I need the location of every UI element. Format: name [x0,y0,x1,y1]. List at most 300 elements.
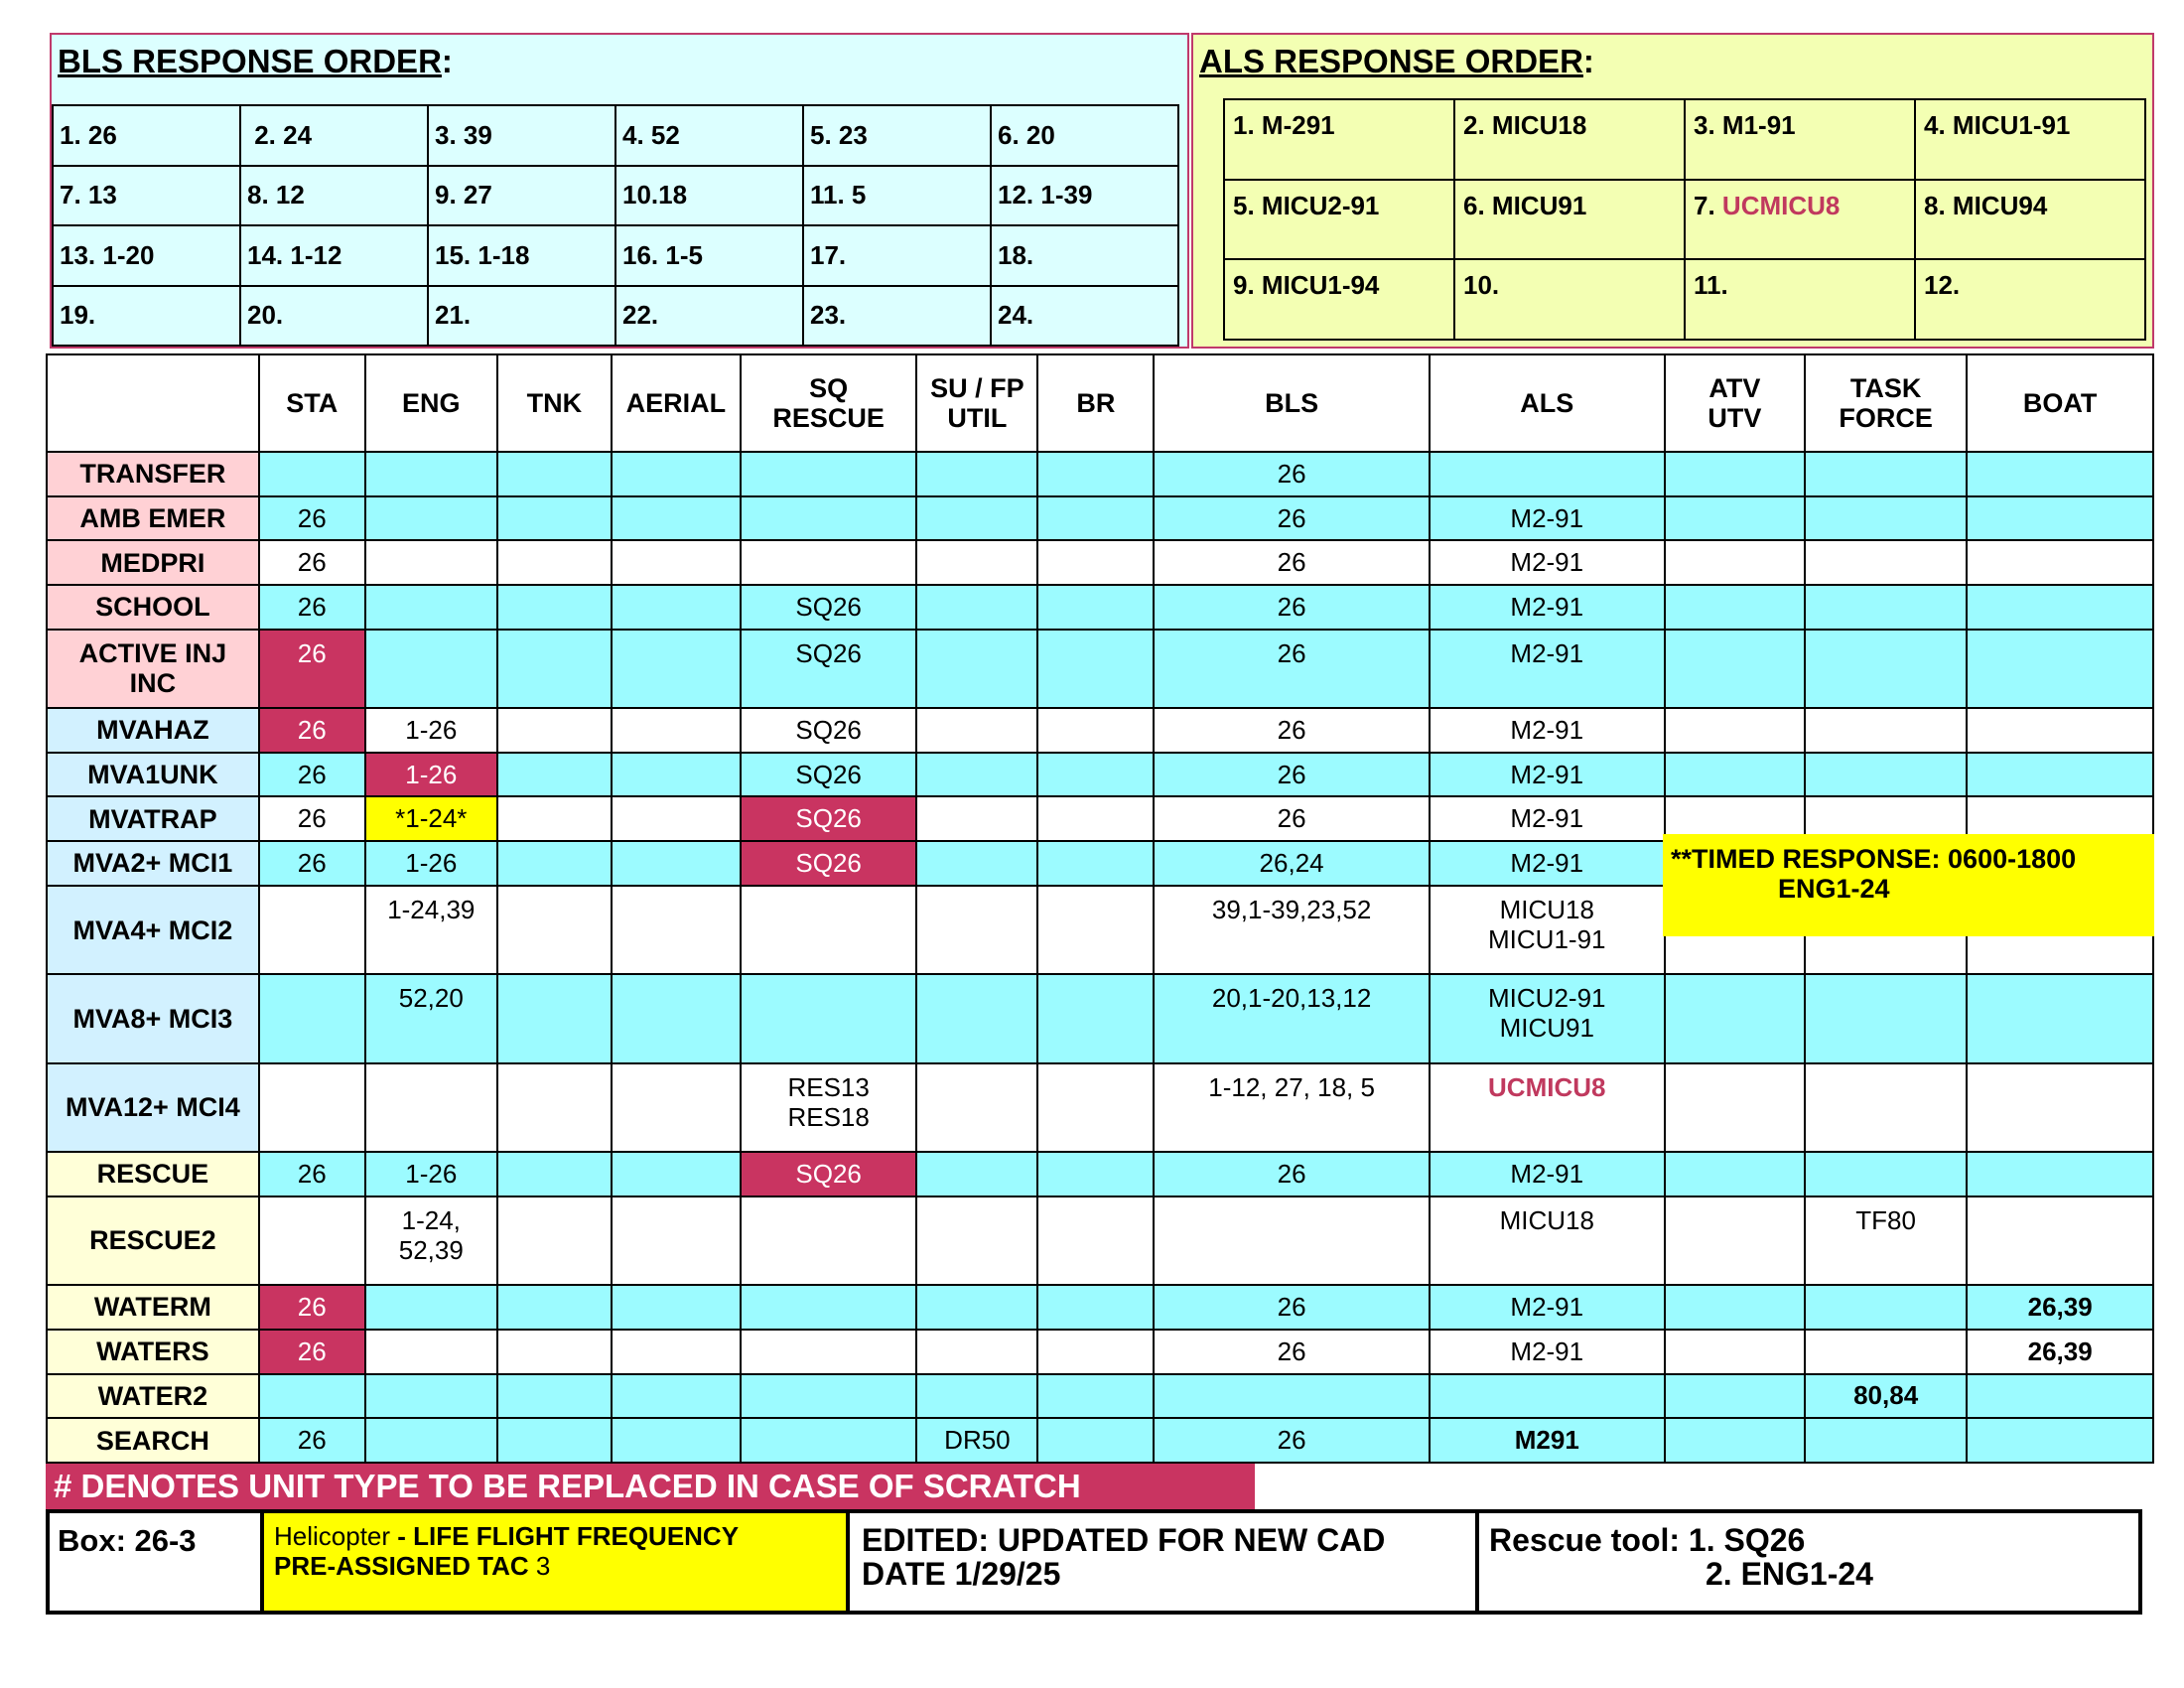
assignment-cell [497,974,612,1062]
assignment-cell [916,1285,1037,1330]
als-order-number: 7. [1694,190,1715,220]
assignment-cell [1665,753,1805,797]
als-order-cell [1454,99,1685,180]
assignment-cell [1967,753,2153,797]
timed-response-note: **TIMED RESPONSE: 0600-1800 ENG1-24 [1663,834,2154,936]
assignment-cell [612,753,741,797]
assignment-cell [1967,1152,2153,1196]
assignment-cell: 26,39 [1967,1285,2153,1330]
als-order-cell [1915,259,2145,340]
als-title: ALS RESPONSE ORDER: [1199,43,1594,79]
assignment-cell [612,1063,741,1152]
assignment-cell [1037,1330,1154,1374]
assignment-cell [365,1285,497,1330]
bls-grid [52,104,1179,347]
assignment-cell [1805,753,1967,797]
assignment-cell [741,452,917,496]
bls-order-cell: 5. 23 [803,105,991,166]
assignment-cell [916,452,1037,496]
assignment-cell [259,452,365,496]
als-unit: MICU2-91 [1261,190,1380,220]
assignment-cell [612,585,741,630]
column-header: ATV UTV [1665,354,1805,452]
rescue-tool-order: Rescue tool: 1. SQ26 2. ENG1-24 [1489,1522,1873,1592]
header-row [47,354,2153,452]
als-order-cell [1224,180,1454,260]
incident-row [47,540,2153,585]
incident-type-label: SCHOOL [47,585,259,630]
als-order-cell [1685,180,1915,260]
bls-order-cell: 19. [53,286,240,347]
assignment-cell [497,1418,612,1463]
assignment-cell: SQ26 [741,753,917,797]
assignment-cell [1037,585,1154,630]
assignment-cell [1805,1330,1967,1374]
incident-row [47,1152,2153,1196]
als-order-cell [1224,259,1454,340]
assignment-cell: 80,84 [1805,1374,1967,1419]
assignment-cell [1037,1152,1154,1196]
assignment-cell [365,496,497,541]
incident-type-label: WATERS [47,1330,259,1374]
bls-order-cell: 7. 13 [53,166,240,226]
assignment-cell [612,496,741,541]
als-response-order-panel [1191,33,2154,349]
incident-type-label: WATER2 [47,1374,259,1419]
assignment-cell: 26 [1154,1418,1429,1463]
column-header: SU / FP UTIL [916,354,1037,452]
als-order-number: 12. [1924,270,1961,301]
incident-type-label: RESCUE [47,1152,259,1196]
assignment-cell [497,753,612,797]
assignment-cell [497,585,612,630]
column-header: ALS [1430,354,1665,452]
assignment-cell [1037,796,1154,841]
assignment-cell [259,974,365,1062]
als-order-number: 8. [1924,190,1946,220]
assignment-cell [612,708,741,753]
als-order-cell [1915,99,2145,180]
assignment-cell: 26 [259,708,365,753]
incident-row [47,1196,2153,1285]
incident-row [47,708,2153,753]
assignment-cell [1037,886,1154,974]
assignment-cell: M2-91 [1430,540,1665,585]
assignment-cell: 1-24,39 [365,886,497,974]
bls-order-cell: 6. 20 [991,105,1178,166]
als-order-cell [1224,99,1454,180]
column-header: SQ RESCUE [741,354,917,452]
assignment-cell: 26 [259,585,365,630]
incident-row [47,974,2153,1062]
bls-order-cell: 9. 27 [428,166,615,226]
column-header: STA [259,354,365,452]
assignment-cell [1665,496,1805,541]
assignment-cell [741,1285,917,1330]
incident-type-label: MVA8+ MCI3 [47,974,259,1062]
assignment-cell [612,452,741,496]
assignment-cell [1037,496,1154,541]
assignment-cell: 1-26 [365,1152,497,1196]
bls-order-cell: 12. 1-39 [991,166,1178,226]
assignment-cell: 26 [259,841,365,886]
assignment-cell: 26 [259,796,365,841]
assignment-cell [497,630,612,708]
assignment-cell [1967,1196,2153,1285]
assignment-cell [1665,585,1805,630]
column-header: BR [1037,354,1154,452]
als-unit: M-291 [1261,110,1335,140]
assignment-cell: 26 [259,540,365,585]
assignment-cell: M2-91 [1430,1330,1665,1374]
incident-row [47,753,2153,797]
incident-row [47,1374,2153,1419]
assignment-cell: 26,39 [1967,1330,2153,1374]
assignment-cell [1665,974,1805,1062]
assignment-cell: UCMICU8 [1430,1063,1665,1152]
assignment-cell: 26 [1154,585,1429,630]
assignment-cell [916,1374,1037,1419]
assignment-cell [365,585,497,630]
assignment-cell [916,630,1037,708]
assignment-cell: 26 [1154,1152,1429,1196]
assignment-cell [916,841,1037,886]
assignment-cell [1665,1285,1805,1330]
als-order-cell [1915,180,2145,260]
assignment-cell: 20,1-20,13,12 [1154,974,1429,1062]
assignment-cell [1665,708,1805,753]
als-unit: MICU18 [1491,110,1587,140]
assignment-cell [1037,1063,1154,1152]
assignment-cell [612,1330,741,1374]
als-unit: UCMICU8 [1721,190,1841,220]
assignment-cell: M2-91 [1430,796,1665,841]
assignment-cell [612,1152,741,1196]
als-order-cell [1454,180,1685,260]
assignment-cell [916,585,1037,630]
assignment-cell: 26 [259,1330,365,1374]
assignment-cell [916,540,1037,585]
assignment-cell [1967,1374,2153,1419]
bls-order-cell: 22. [615,286,803,347]
assignment-cell: SQ26 [741,630,917,708]
assignment-cell: MICU2-91 MICU91 [1430,974,1665,1062]
column-header [47,354,259,452]
assignment-cell: 26 [259,496,365,541]
incident-row [47,496,2153,541]
assignment-cell [497,540,612,585]
assignment-cell [365,1418,497,1463]
assignment-cell [612,1285,741,1330]
assignment-cell [1967,496,2153,541]
assignment-cell [1665,1063,1805,1152]
assignment-cell: 26 [259,1285,365,1330]
scratch-replacement-note: # DENOTES UNIT TYPE TO BE REPLACED IN CASE OF SCRATCH [46,1464,1255,1509]
assignment-cell [916,886,1037,974]
assignment-cell [916,1063,1037,1152]
assignment-cell [1805,452,1967,496]
column-header: BLS [1154,354,1429,452]
als-order-number: 3. [1694,110,1715,140]
incident-type-label: MVAHAZ [47,708,259,753]
assignment-cell: 26 [1154,796,1429,841]
assignment-cell [497,796,612,841]
assignment-cell [497,1063,612,1152]
helicopter-frequency: Helicopter - LIFE FLIGHT FREQUENCY PRE-ASSIGNED TAC 3 [264,1513,850,1611]
assignment-cell: 26 [259,753,365,797]
assignment-cell: 26 [1154,1285,1429,1330]
assignment-cell: MICU18 MICU1-91 [1430,886,1665,974]
column-header: TNK [497,354,612,452]
als-order-number: 5. [1233,190,1255,220]
assignment-cell: RES13 RES18 [741,1063,917,1152]
assignment-cell [1805,1063,1967,1152]
bls-order-cell: 10.18 [615,166,803,226]
assignment-cell [1665,452,1805,496]
assignment-cell: M2-91 [1430,1152,1665,1196]
assignment-cell [741,496,917,541]
assignment-cell [1037,452,1154,496]
assignment-cell [497,1330,612,1374]
incident-type-label: MVATRAP [47,796,259,841]
assignment-cell: 1-26 [365,753,497,797]
assignment-cell [741,886,917,974]
assignment-cell: SQ26 [741,796,917,841]
assignment-cell: M2-91 [1430,708,1665,753]
als-order-cell [1454,259,1685,340]
assignment-cell [497,1285,612,1330]
bls-order-cell: 17. [803,225,991,286]
assignment-cell [612,886,741,974]
assignment-cell [1037,1418,1154,1463]
assignment-cell: M2-91 [1430,753,1665,797]
als-order-number: 2. [1463,110,1485,140]
incident-row [47,452,2153,496]
assignment-cell: *1-24* [365,796,497,841]
incident-type-label: MVA2+ MCI1 [47,841,259,886]
assignment-cell [1430,1374,1665,1419]
incident-type-label: WATERM [47,1285,259,1330]
assignment-cell: 26 [1154,630,1429,708]
assignment-cell [497,886,612,974]
bls-row [53,225,1178,286]
bls-row [53,286,1178,347]
assignment-cell [1665,1152,1805,1196]
assignment-cell [1665,1418,1805,1463]
column-header: TASK FORCE [1805,354,1967,452]
assignment-cell: TF80 [1805,1196,1967,1285]
bls-order-cell: 13. 1-20 [53,225,240,286]
assignment-cell [741,1374,917,1419]
als-order-number: 10. [1463,270,1500,301]
bls-order-cell: 3. 39 [428,105,615,166]
assignment-cell [916,1330,1037,1374]
assignment-cell: 26 [259,1152,365,1196]
bls-row [53,166,1178,226]
column-header: ENG [365,354,497,452]
incident-row [47,1418,2153,1463]
assignment-cell [612,1196,741,1285]
assignment-cell: DR50 [916,1418,1037,1463]
als-grid [1223,98,2146,341]
assignment-cell: SQ26 [741,708,917,753]
incident-row [47,1063,2153,1152]
assignment-cell [1805,585,1967,630]
assignment-cell [1805,540,1967,585]
assignment-cell: 39,1-39,23,52 [1154,886,1429,974]
assignment-cell [259,886,365,974]
assignment-cell: 26,24 [1154,841,1429,886]
als-unit: MICU91 [1491,190,1587,220]
incident-row [47,1285,2153,1330]
assignment-cell [1805,496,1967,541]
assignment-cell [1665,1196,1805,1285]
incident-row [47,1330,2153,1374]
assignment-cell [365,1374,497,1419]
assignment-cell [365,540,497,585]
bls-order-cell: 2. 24 [240,105,428,166]
assignment-cell [1665,1330,1805,1374]
assignment-cell [1967,585,2153,630]
als-order-cell [1685,99,1915,180]
assignment-cell [365,452,497,496]
assignment-cell [1154,1196,1429,1285]
assignment-cell: 26 [259,1418,365,1463]
assignment-cell [1967,974,2153,1062]
assignment-cell [365,1330,497,1374]
assignment-cell [1805,974,1967,1062]
assignment-cell [741,1330,917,1374]
assignment-cell [916,1152,1037,1196]
assignment-cell: M2-91 [1430,841,1665,886]
assignment-cell [1665,540,1805,585]
assignment-cell: 26 [1154,708,1429,753]
assignment-cell [1430,452,1665,496]
assignment-cell [1805,1418,1967,1463]
assignment-cell [612,841,741,886]
assignment-cell [741,974,917,1062]
incident-type-label: MVA12+ MCI4 [47,1063,259,1152]
assignment-cell [1665,1374,1805,1419]
assignment-cell: SQ26 [741,1152,917,1196]
assignment-cell [1037,753,1154,797]
incident-type-label: AMB EMER [47,496,259,541]
bls-order-cell: 20. [240,286,428,347]
assignment-cell: M2-91 [1430,630,1665,708]
bls-title: BLS RESPONSE ORDER: [58,43,453,79]
als-row [1224,99,2145,180]
assignment-cell [365,1063,497,1152]
bls-order-cell: 16. 1-5 [615,225,803,286]
als-order-number: 6. [1463,190,1485,220]
assignment-cell [1967,708,2153,753]
assignment-cell: 26 [1154,1330,1429,1374]
assignment-cell [365,630,497,708]
assignment-cell [497,452,612,496]
assignment-cell [916,496,1037,541]
als-order-cell [1685,259,1915,340]
assignment-cell: M2-91 [1430,496,1665,541]
als-order-number: 1. [1233,110,1255,140]
incident-type-label: MVA1UNK [47,753,259,797]
incident-row [47,630,2153,708]
assignment-cell: 26 [259,630,365,708]
assignment-cell [497,496,612,541]
box-number: Box: 26-3 [50,1513,264,1611]
bls-order-cell: 1. 26 [53,105,240,166]
assignment-cell [1967,1418,2153,1463]
incident-row [47,585,2153,630]
assignment-cell [612,974,741,1062]
bls-order-cell: 14. 1-12 [240,225,428,286]
column-header: AERIAL [612,354,741,452]
assignment-cell [1805,708,1967,753]
assignment-cell [741,540,917,585]
assignment-cell [1967,1063,2153,1152]
assignment-cell [497,1374,612,1419]
assignment-cell [741,1196,917,1285]
assignment-cell [259,1374,365,1419]
assignment-cell [612,630,741,708]
als-unit: M1-91 [1721,110,1796,140]
assignment-cell [1037,1285,1154,1330]
als-order-number: 4. [1924,110,1946,140]
assignment-cell: 26 [1154,540,1429,585]
bls-order-cell: 8. 12 [240,166,428,226]
incident-type-label: MEDPRI [47,540,259,585]
bls-order-cell: 21. [428,286,615,347]
assignment-cell [1665,630,1805,708]
assignment-cell: M2-91 [1430,1285,1665,1330]
incident-type-label: MVA4+ MCI2 [47,886,259,974]
bls-order-cell: 11. 5 [803,166,991,226]
assignment-cell: 52,20 [365,974,497,1062]
assignment-cell [497,708,612,753]
assignment-cell: 1-24, 52,39 [365,1196,497,1285]
assignment-cell: 26 [1154,452,1429,496]
assignment-cell: 1-26 [365,841,497,886]
assignment-cell [741,1418,917,1463]
assignment-cell [916,1196,1037,1285]
assignment-cell [1967,452,2153,496]
bls-response-order-panel [50,33,1189,349]
als-order-number: 9. [1233,270,1255,301]
assignment-cell [1037,630,1154,708]
assignment-cell [497,1196,612,1285]
assignment-cell [497,841,612,886]
assignment-cell [916,708,1037,753]
bls-order-cell: 18. [991,225,1178,286]
bls-order-cell: 23. [803,286,991,347]
bls-order-cell: 24. [991,286,1178,347]
assignment-cell: SQ26 [741,841,917,886]
assignment-cell [916,753,1037,797]
assignment-cell [916,796,1037,841]
assignment-cell: 26 [1154,753,1429,797]
edit-notes: EDITED: UPDATED FOR NEW CAD DATE 1/29/25 [850,1513,1479,1611]
assignment-cell [612,540,741,585]
column-header: BOAT [1967,354,2153,452]
assignment-cell: 1-12, 27, 18, 5 [1154,1063,1429,1152]
bls-order-cell: 4. 52 [615,105,803,166]
assignment-cell [1037,1374,1154,1419]
assignment-cell [497,1152,612,1196]
assignment-cell: M2-91 [1430,585,1665,630]
als-unit: MICU1-91 [1952,110,2071,140]
assignment-cell [1037,841,1154,886]
assignment-cell: M291 [1430,1418,1665,1463]
assignment-cell [612,1418,741,1463]
